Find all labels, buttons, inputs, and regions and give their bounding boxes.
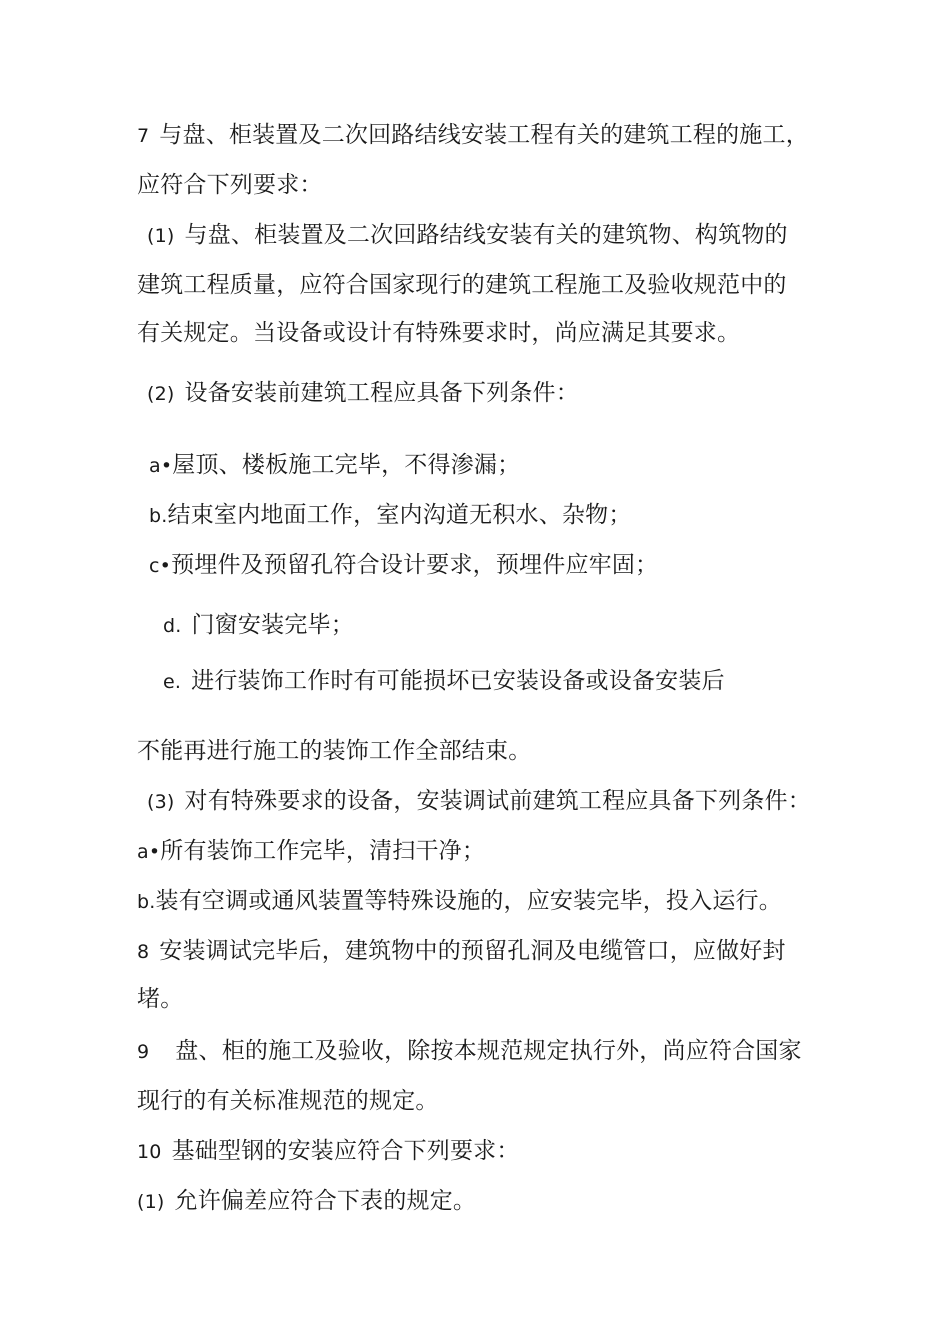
- line-text: 基础型钢的安装应符合下列要求：: [171, 1138, 520, 1164]
- item-number: b.: [137, 891, 156, 913]
- text-line: [137, 1136, 520, 1167]
- text-line: [149, 500, 632, 531]
- line-text: 所有装饰工作完毕，清扫干净；: [160, 838, 486, 864]
- item-number: (1): [137, 1191, 165, 1213]
- line-text: 装有空调或通风装置等特殊设施的，应安装完毕，投入运行。: [155, 888, 782, 914]
- line-text: 应符合下列要求：: [137, 172, 323, 198]
- text-line: [137, 1086, 439, 1116]
- text-line: [147, 220, 788, 251]
- line-text: 安装调试完毕后，建筑物中的预留孔洞及电缆管口，应做好封: [159, 938, 786, 964]
- text-line: [137, 886, 782, 917]
- text-line: [149, 450, 520, 481]
- text-line: [137, 120, 809, 151]
- item-number: d.: [163, 615, 182, 637]
- line-text: 设备安装前建筑工程应具备下列条件：: [184, 380, 579, 406]
- text-line: [137, 736, 531, 766]
- text-line: [147, 786, 811, 817]
- item-number: 9: [137, 1041, 150, 1063]
- item-number: 7: [137, 125, 150, 147]
- item-number: 8: [137, 941, 150, 963]
- line-text: 建筑工程质量，应符合国家现行的建筑工程施工及验收规范中的: [137, 272, 787, 298]
- line-text: 对有特殊要求的设备，安装调试前建筑工程应具备下列条件：: [184, 788, 811, 814]
- line-text: 不能再进行施工的装饰工作全部结束。: [137, 738, 532, 764]
- line-text: 允许偏差应符合下表的规定。: [174, 1188, 477, 1214]
- text-line: [137, 170, 323, 200]
- item-number: (1): [147, 225, 175, 247]
- item-number: (3): [147, 791, 175, 813]
- item-number: b.: [149, 505, 168, 527]
- text-line: [137, 318, 740, 348]
- item-number: a•: [137, 841, 161, 863]
- line-text: 门窗安装完毕；: [191, 612, 354, 638]
- text-line: [137, 984, 183, 1014]
- line-text: 堵。: [137, 986, 184, 1012]
- line-text: 预埋件及预留孔符合设计要求，预埋件应牢固；: [171, 552, 659, 578]
- item-number: 10: [137, 1141, 162, 1163]
- text-line: [149, 550, 658, 581]
- line-text: 有关规定。当设备或设计有特殊要求时，尚应满足其要求。: [137, 320, 741, 346]
- line-text: 现行的有关标准规范的规定。: [137, 1088, 439, 1114]
- line-text: 盘、柜的施工及验收，除按本规范规定执行外，尚应符合国家: [175, 1038, 802, 1064]
- text-line: [163, 610, 354, 641]
- text-line: [137, 270, 787, 300]
- item-number: (2): [147, 383, 175, 405]
- text-line: [137, 836, 485, 867]
- item-number: e.: [163, 671, 182, 693]
- line-text: 进行装饰工作时有可能损坏已安装设备或设备安装后: [191, 668, 725, 694]
- text-line: [137, 1186, 476, 1217]
- line-text: 与盘、柜装置及二次回路结线安装工程有关的建筑工程的施工，: [159, 122, 809, 148]
- text-line: [137, 1036, 802, 1067]
- line-text: 屋顶、楼板施工完毕，不得渗漏；: [172, 452, 521, 478]
- item-number: c•: [149, 555, 172, 577]
- item-number: a•: [149, 455, 173, 477]
- line-text: 与盘、柜装置及二次回路结线安装有关的建筑物、构筑物的: [184, 222, 788, 248]
- text-line: [163, 666, 725, 697]
- line-text: 结束室内地面工作，室内沟道无积水、杂物；: [167, 502, 632, 528]
- text-line: [137, 936, 786, 967]
- text-line: [147, 378, 579, 409]
